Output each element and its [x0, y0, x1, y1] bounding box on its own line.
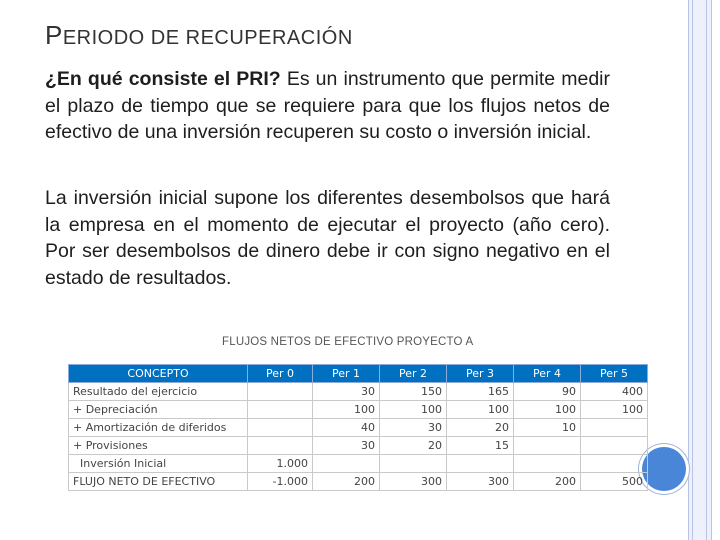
table-row [69, 437, 648, 455]
cell: 400 [581, 383, 648, 401]
cell: 200 [514, 473, 581, 491]
header-per-5: Per 5 [581, 365, 648, 383]
table-header-row [69, 365, 648, 383]
table-row [69, 401, 648, 419]
cell: 165 [447, 383, 514, 401]
header-per-3: Per 3 [447, 365, 514, 383]
row-label: + Amortización de diferidos [69, 419, 248, 437]
row-label: + Provisiones [69, 437, 248, 455]
row-label: FLUJO NETO DE EFECTIVO [69, 473, 248, 491]
cell: 500 [581, 473, 648, 491]
page-title: PERIODO DE RECUPERACIÓN [45, 20, 353, 50]
row-label: + Depreciación [69, 401, 248, 419]
paragraph-clip [45, 185, 625, 303]
paragraph-pri-definition [45, 66, 610, 146]
cell: 10 [514, 419, 581, 437]
cell [447, 455, 514, 473]
cell [248, 401, 313, 419]
pri-answer: Es un instrumento que permite medir el plazo de tiempo que se requiere para que los flujos netos de efectivo de una inversión recuperen su costo o inversión inicial. [45, 68, 610, 143]
cell: 20 [447, 419, 514, 437]
cell: 300 [447, 473, 514, 491]
cell: 90 [514, 383, 581, 401]
header-per-0: Per 0 [248, 365, 313, 383]
cell: 100 [447, 401, 514, 419]
cell: 150 [380, 383, 447, 401]
header-concepto: CONCEPTO [69, 365, 248, 383]
cell [248, 419, 313, 437]
cell: 15 [447, 437, 514, 455]
cell: 100 [514, 401, 581, 419]
cell [581, 437, 648, 455]
paragraph-initial-investment: La inversión inicial supone los diferentes desembolsos que hará la empresa en el momento de ejecutar el proyecto (año cero). Por ser desembolsos de dinero debe ir con signo negativo en el estado de resultados. [45, 187, 610, 289]
cell: -1.000 [248, 473, 313, 491]
cell: 200 [313, 473, 380, 491]
cell: 40 [313, 419, 380, 437]
table-row-total [69, 473, 648, 491]
cell [248, 383, 313, 401]
cell [581, 455, 648, 473]
cell [380, 455, 447, 473]
cell: 300 [380, 473, 447, 491]
table-row [69, 383, 648, 401]
row-label: Inversión Inicial [69, 455, 248, 473]
header-per-4: Per 4 [514, 365, 581, 383]
cell: 30 [313, 437, 380, 455]
cell: 30 [380, 419, 447, 437]
header-per-1: Per 1 [313, 365, 380, 383]
cell [248, 437, 313, 455]
cell: 100 [380, 401, 447, 419]
cell [514, 455, 581, 473]
cell [514, 437, 581, 455]
table-row [69, 419, 648, 437]
cell: 100 [581, 401, 648, 419]
cell: 1.000 [248, 455, 313, 473]
cell [581, 419, 648, 437]
slide-right-border [680, 0, 720, 540]
table-row [69, 455, 648, 473]
pri-question: ¿En qué consiste el PRI? [45, 68, 281, 90]
cell: 100 [313, 401, 380, 419]
table-caption: FLUJOS NETOS DE EFECTIVO PROYECTO A [222, 336, 474, 348]
cell: 30 [313, 383, 380, 401]
header-per-2: Per 2 [380, 365, 447, 383]
cash-flow-table [68, 364, 648, 491]
cell: 20 [380, 437, 447, 455]
row-label: Resultado del ejercicio [69, 383, 248, 401]
cell [313, 455, 380, 473]
decorative-circle [642, 447, 686, 491]
